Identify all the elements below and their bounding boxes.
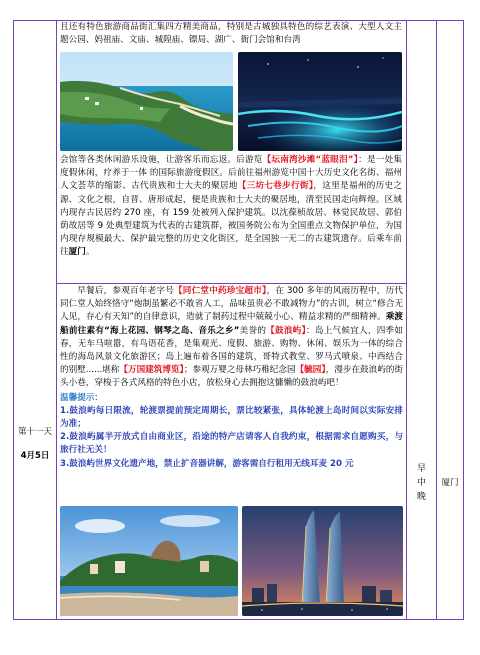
row1-text-top <box>60 21 402 49</box>
ferry-bold-text: 乘渡船前往素有“海上花园、钢琴之岛、音乐之乡” <box>60 312 403 336</box>
tip-item: 2.鼓浪屿属半开放式自由商业区，沿途的特产店请客人自我约束，根据需求自愿购买，与旅行社无关！ <box>60 432 403 456</box>
row1-paragraph-c: ，这里是福州的历史之源、文化之根，自晋、唐形成起，便是贵族和士大夫的聚居地，清至民国走向辉煌。区域内现存古民居约 270 座，有 159 处被列入保护建筑。以沈葆桢故居、林觉民故居、郭伯荫故居等 9 处典型建筑为代表的古建筑群，被国务院公布为全国重点文物保护单位，为国内现存规模最大、保护最完整的历史文化街区，是全国独一无二的古建筑遗存。后乘车前往 <box>60 181 402 258</box>
stay-cell <box>437 476 463 490</box>
row2-text-e: ；参观万婴之母林巧稚纪念园 <box>183 365 296 376</box>
itinerary-table <box>13 20 464 620</box>
highlight-three-lanes: 【三坊七巷步行街】 <box>237 181 314 192</box>
highlight-architecture-expo: 【万国建筑博览】 <box>119 365 184 376</box>
highlight-gulangyu: 【鼓浪屿】 <box>266 325 307 336</box>
table-border-col2 <box>406 20 407 620</box>
row1-text-bottom <box>60 154 402 282</box>
row-divider <box>56 283 406 284</box>
blue-tears-illustration <box>238 52 402 151</box>
highlight-blue-tears: 【坛南湾沙滩“蓝眼泪”】 <box>262 155 359 165</box>
row2-main-paragraph <box>60 285 403 391</box>
row2-text-c: 美誉的 <box>239 325 267 336</box>
tips-title: 温馨提示： <box>60 392 103 403</box>
table-border-bottom <box>13 619 464 620</box>
date-label: 4月5日 <box>20 451 50 461</box>
row2-text-b: ，在 300 多年的风雨历程中，历代同仁堂人始终恪守“炮制虽繁必不敢省人工，品味虽贵必不敢减物力”的古训，树立“修合无人见，存心有天知”的自律意识，造就了制药过程中兢兢小心、精益求精的严细精神。 <box>60 286 403 323</box>
meal-lunch: 中 <box>416 478 426 488</box>
row1-paragraph-top: 且还有特色旅游商品街汇集四方精美商品，特别是古城独具特色的综艺表演、大型人文主题公园、妈祖庙、文庙、城隍庙、镖局、湖广、衙门会馆和台湾 <box>60 22 402 46</box>
table-border-right <box>463 20 464 620</box>
meals-cell <box>407 462 436 504</box>
day-number-label: 第十一天 <box>17 427 52 437</box>
table-border-col3 <box>436 20 437 620</box>
gulangyu-illustration <box>60 506 238 616</box>
day-label-cell <box>14 425 56 463</box>
meal-dinner: 晚 <box>416 492 426 502</box>
row2-text <box>60 285 403 525</box>
row1-paragraph-a: 会馆等各类休闲游乐设施，让游客乐而忘返。后游览 <box>60 155 263 165</box>
table-border-col1 <box>56 20 57 620</box>
row2-text-a: 早餐后，参观百年老字号 <box>77 286 174 296</box>
gulangyu-island-photo <box>60 506 238 616</box>
stay-city: 厦门 <box>441 478 459 488</box>
xiamen-twin-towers-photo <box>242 506 403 616</box>
highlight-yuyuan: 【毓园】 <box>295 365 326 376</box>
meal-breakfast: 早 <box>416 464 426 474</box>
row2-text-d: ：岛上气候宜人，四季如春，无车马喧嚣，有鸟语花香，是集观光、度假、旅游、购物、休闲、娱乐为一体的综合性的海岛风景文化旅游区；岛上遍布着各国的建筑，哥特式教堂、罗马式喷泉、中西结合的别墅......堪称 <box>60 325 403 376</box>
twin-towers-illustration <box>242 506 403 616</box>
row2-text-f: ，漫步在鼓浪屿的街头小巷，穿梭于各式风格的特色小店，放松身心去拥抱这慵懒的鼓浪屿吧！ <box>60 365 403 389</box>
highlight-tongrentang: 【同仁堂中药珍宝超市】 <box>174 286 267 296</box>
destination-xiamen: 厦门 <box>68 247 86 258</box>
tip-item: 1.鼓浪屿每日限流，轮渡票提前预定周期长，票比较紧张，具体轮渡上岛时间以实际安排为准； <box>60 405 403 430</box>
row1-paragraph-b: ：是一处集度假休闲，疗养于一体 的国际旅游度假区。后前往福州游览中国十大历史文化名街、福州人文荟萃的缩影、古代贵族和士大夫的聚居地 <box>60 155 402 192</box>
table-border-left <box>13 20 14 620</box>
blue-tears-night-beach-photo <box>238 52 402 151</box>
row1-paragraph-end: 。 <box>85 247 95 258</box>
coastal-island-photo <box>60 52 233 151</box>
coastal-island-illustration <box>60 52 233 151</box>
tip-item: 3.鼓浪屿世界文化遗产地，禁止扩音器讲解，游客需自行租用无线耳麦 20 元 <box>60 458 354 469</box>
